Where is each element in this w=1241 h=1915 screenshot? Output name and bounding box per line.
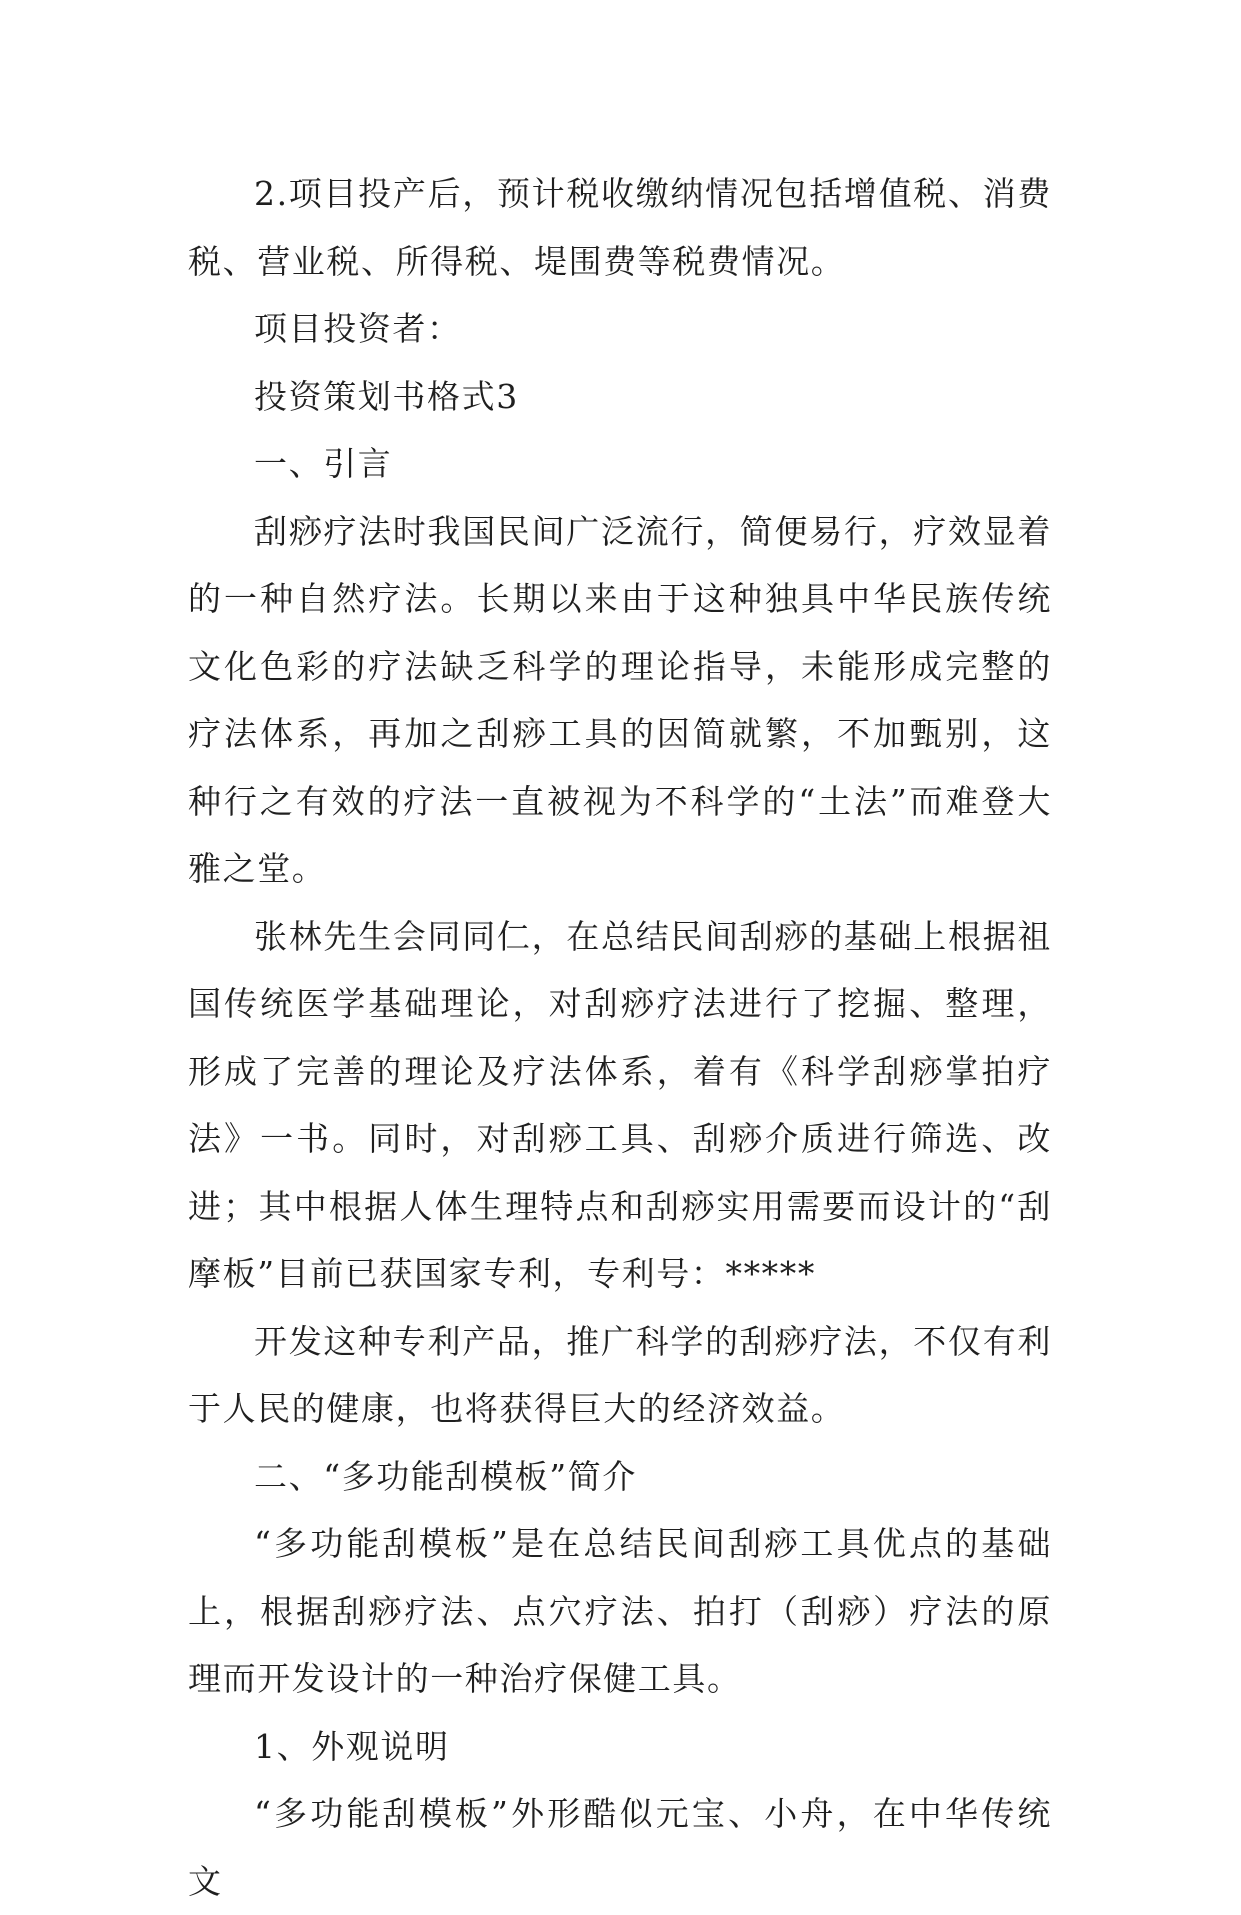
paragraph-gua-sha-background: 刮痧疗法时我国民间广泛流行，简便易行，疗效显着的一种自然疗法。长期以来由于这种独具中华民族传统文化色彩的疗法缺乏科学的理论指导，未能形成完整的疗法体系，再加之刮痧工具的因简就繁，不加甄别，这种行之有效的疗法一直被视为不科学的“土法”而难登大雅之堂。 <box>188 511 1052 888</box>
paragraph-product-description: “多功能刮模板”是在总结民间刮痧工具优点的基础上，根据刮痧疗法、点穴疗法、拍打（刮痧）疗法的原理而开发设计的一种治疗保健工具。 <box>188 1524 1052 1698</box>
paragraph-tax-items: 2.项目投产后，预计税收缴纳情况包括增值税、消费税、营业税、所得税、堤围费等税费情况。 <box>188 174 1052 281</box>
paragraph-zhang-lin: 张林先生会同同仁，在总结民间刮痧的基础上根据祖国传统医学基础理论，对刮痧疗法进行了挖掘、整理，形成了完善的理论及疗法体系，着有《科学刮痧掌拍疗法》一书。同时，对刮痧工具、刮痧介质进行筛选、改进；其中根据人体生理特点和刮痧实用需要而设计的“刮摩板”目前已获国家专利，专利号：***** <box>188 916 1052 1293</box>
heading-appearance: 1、外观说明 <box>254 1726 450 1766</box>
document-body <box>188 160 1052 1915</box>
heading-introduction: 一、引言 <box>254 444 393 483</box>
section-title-format-3: 投资策划书格式3 <box>254 376 519 416</box>
paragraph-appearance: “多功能刮模板”外形酷似元宝、小舟，在中华传统文 <box>188 1794 1052 1901</box>
paragraph-investor: 项目投资者： <box>254 309 462 348</box>
heading-product-intro: 二、“多功能刮模板”简介 <box>254 1456 637 1496</box>
paragraph-benefits: 开发这种专利产品，推广科学的刮痧疗法，不仅有利于人民的健康，也将获得巨大的经济效益。 <box>188 1321 1052 1428</box>
